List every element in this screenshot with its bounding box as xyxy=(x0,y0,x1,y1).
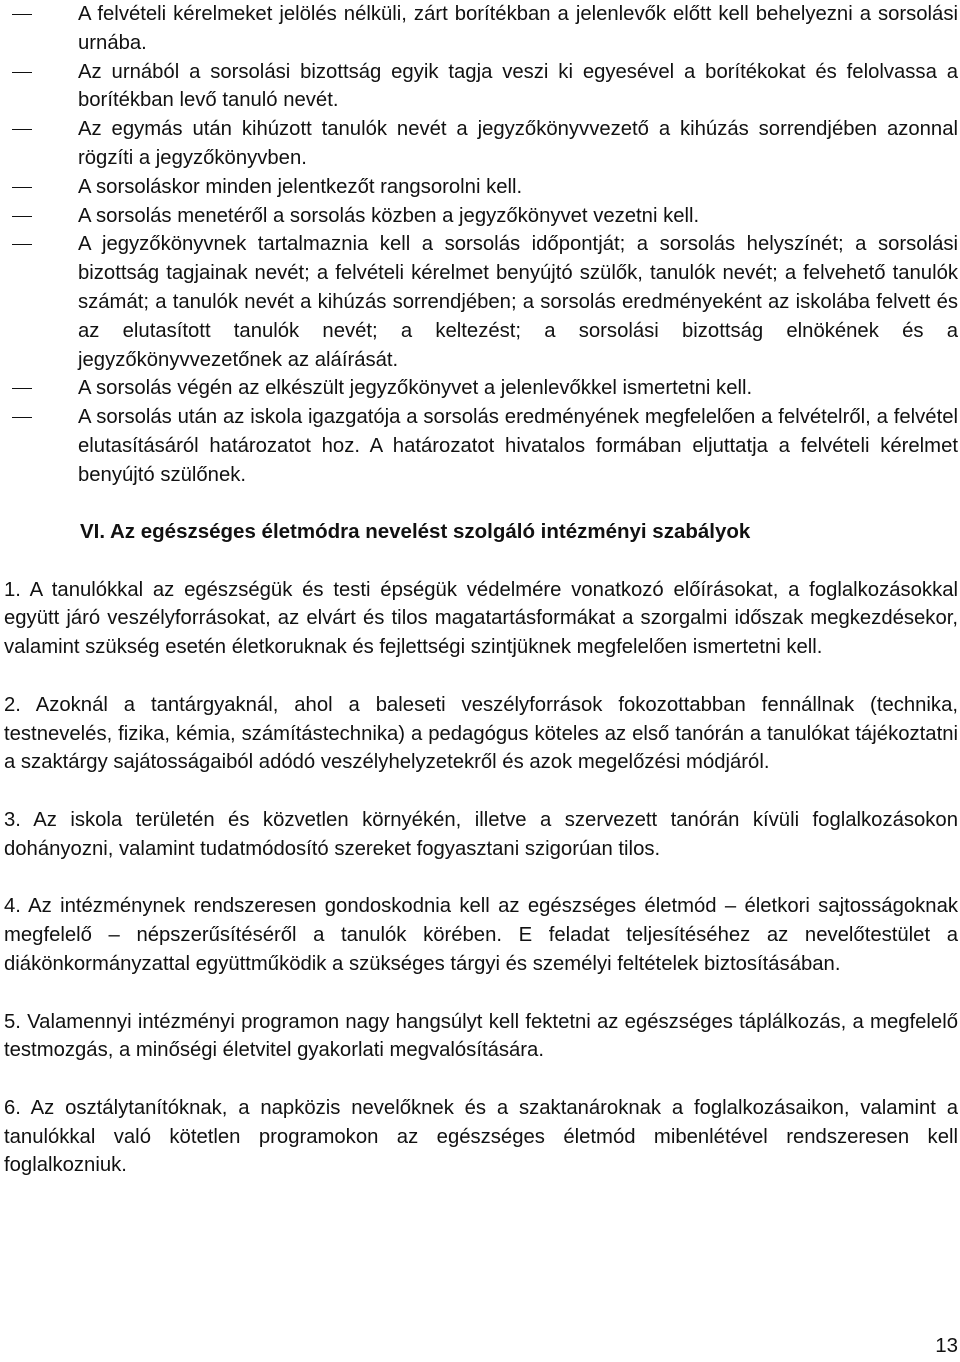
paragraph-5: 5. Valamennyi intézményi programon nagy hangsúlyt kell fektetni az egészséges táplálkozás, a megfelelő testmozgás, a minőségi életvitel gyakorlati megvalósítására. xyxy=(4,1010,958,1062)
list-item-text: A felvételi kérelmeket jelölés nélküli, zárt borítékban a jelenlevők előtt kell behelyezni a sorsolási urnába. xyxy=(78,3,958,54)
list-item xyxy=(4,202,958,231)
paragraph-2: 2. Azoknál a tantárgyaknál, ahol a baleseti veszélyforrások fokozottabban fennállnak (technika, testnevelés, fizika, kémia, számítástechnika) a pedagógus köteles az első tanórán a tanulókat tájékoztatni a szaktárgy sajátosságaiból adódó veszélyhelyzetekről és azok megelőzési módjáról. xyxy=(4,693,958,774)
list-item xyxy=(4,403,958,489)
list-item-text: A sorsolás végén az elkészült jegyzőkönyvet a jelenlevőkkel ismertetni kell. xyxy=(78,377,753,400)
list-item xyxy=(4,230,958,374)
list-item-text: Az egymás után kihúzott tanulók nevét a jegyzőkönyvvezető a kihúzás sorrendjében azonnal rögzíti a jegyzőkönyvben. xyxy=(78,118,958,169)
list-item xyxy=(4,0,958,58)
list-item xyxy=(4,115,958,173)
list-item-text: A sorsolás után az iskola igazgatója a sorsolás eredményének megfelelően a felvételről, a felvétel elutasításáról határozatot hoz. A határozatot hivatalos formában eljuttatja a felvételi kérelmet benyújtó szülőnek. xyxy=(78,406,958,486)
list-item xyxy=(4,374,958,403)
list-item xyxy=(4,173,958,202)
dash-bullet-icon xyxy=(12,14,32,15)
dash-bullet-icon xyxy=(12,216,32,217)
dash-bullet-icon xyxy=(12,244,32,245)
bullet-list xyxy=(4,0,958,490)
page-number: 13 xyxy=(935,1334,958,1357)
paragraph-4: 4. Az intézménynek rendszeresen gondoskodnia kell az egészséges életmód – életkori sajtosságoknak megfelelő – népszerűsítéséről a tanulók körében. E feladat teljesítéséhez az nevelőtestület a diákönkormányzattal együttműködik a szükséges tárgyi és személyi feltételek biztosításában. xyxy=(4,895,958,975)
list-item-text: A sorsolás menetéről a sorsolás közben a jegyzőkönyvet vezetni kell. xyxy=(78,204,700,227)
paragraph-6: 6. Az osztálytanítóknak, a napközis nevelőknek és a szaktanároknak a foglalkozásaikon, valamint a tanulókkal való kötetlen programokon az egészséges életmód mibenlétével rendszeresen kell foglalkozniuk. xyxy=(4,1096,958,1177)
list-item-text: A sorsoláskor minden jelentkezőt rangsorolni kell. xyxy=(78,175,523,198)
paragraph-3: 3. Az iskola területén és közvetlen környékén, illetve a szervezett tanórán kívüli foglalkozásokon dohányozni, valamint tudatmódosító szereket fogyasztani szigorúan tilos. xyxy=(4,808,958,860)
document-page xyxy=(4,0,958,1180)
dash-bullet-icon xyxy=(12,129,32,130)
paragraph-1: 1. A tanulókkal az egészségük és testi épségük védelmére vonatkozó előírásokat, a foglalkozásokkal együtt járó veszélyforrásokat, az elvárt és tilos magatartásformákat a szorgalmi időszak megkezdésekor, valamint szükség esetén életkoruknak és fejlettségi szintjüknek megfelelően ismertetni kell. xyxy=(4,578,958,659)
section-heading: VI. Az egészséges életmódra nevelést szolgáló intézményi szabályok xyxy=(80,519,751,543)
dash-bullet-icon xyxy=(12,72,32,73)
list-item-text: A jegyzőkönyvnek tartalmaznia kell a sorsolás időpontját; a sorsolás helyszínét; a sorsolási bizottság tagjainak nevét; a felvételi kérelmet benyújtó szülők, tanulók nevét; a felvehető tanulók számát; a tanulók nevét a kihúzás sorrendjében; a sorsolás eredményeként az iskolába felvett és az elutasított tanulók nevét; a keltezést; a sorsolási bizottság elnökének és a jegyzőkönyvvezetőnek az aláírását. xyxy=(78,233,958,371)
list-item xyxy=(4,58,958,116)
dash-bullet-icon xyxy=(12,187,32,188)
list-item-text: Az urnából a sorsolási bizottság egyik tagja veszi ki egyesével a borítékokat és felolvassa a borítékban levő tanuló nevét. xyxy=(78,60,958,112)
dash-bullet-icon xyxy=(12,417,32,418)
dash-bullet-icon xyxy=(12,388,32,389)
